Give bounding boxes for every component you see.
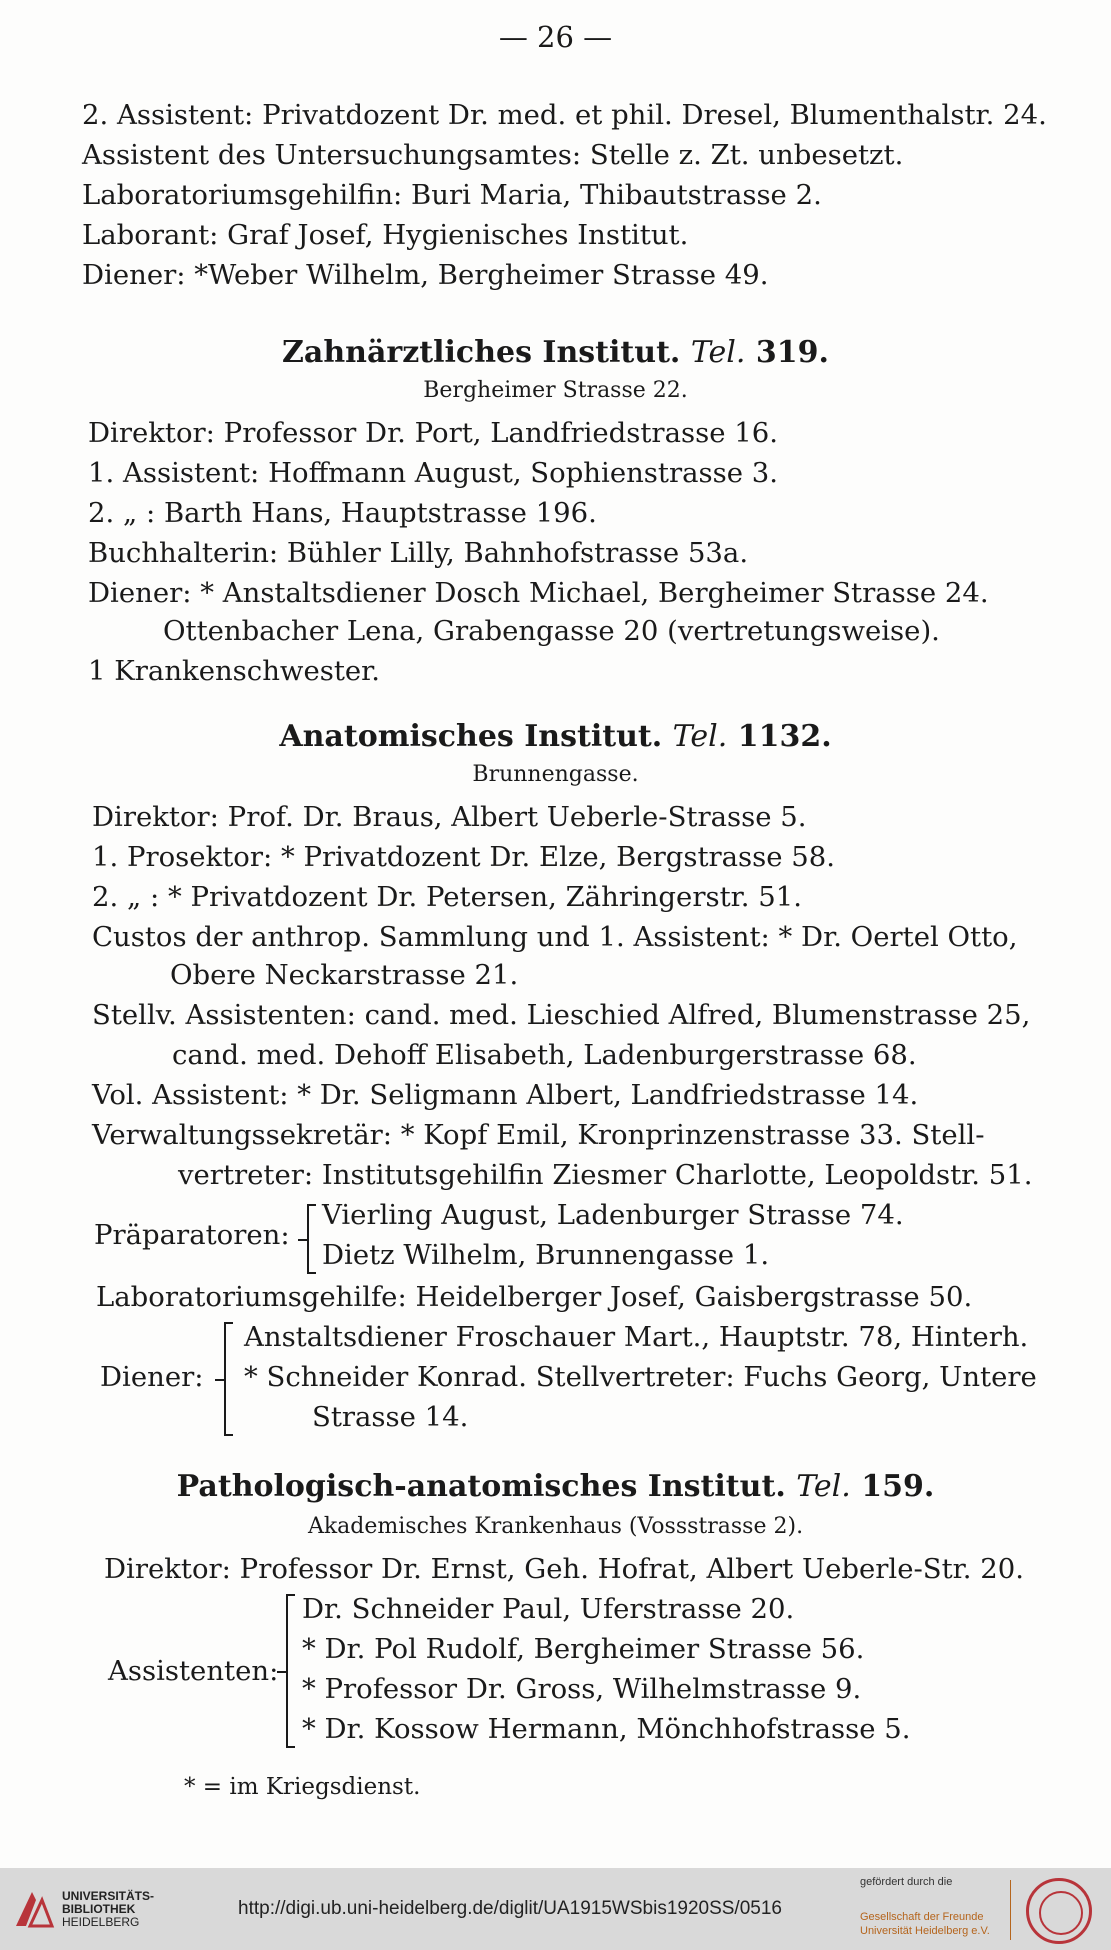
section-title: Anatomisches Institut. bbox=[279, 719, 663, 754]
text-line: Direktor: Professor Dr. Port, Landfriedstrasse 16. bbox=[88, 417, 778, 449]
section-address: Brunnengasse. bbox=[472, 762, 639, 787]
section-heading bbox=[0, 1470, 1111, 1504]
praeparatoren-label: Präparatoren: bbox=[94, 1219, 290, 1251]
library-name-line: UNIVERSITÄTS- bbox=[62, 1889, 155, 1903]
text-line: Stellv. Assistenten: cand. med. Lieschied Alfred, Blumenstrasse 25, bbox=[92, 999, 1031, 1031]
text-line: Laborant: Graf Josef, Hygienisches Institut. bbox=[82, 219, 689, 251]
section-heading bbox=[0, 720, 1111, 754]
section-address: Akademisches Krankenhaus (Vossstrasse 2). bbox=[307, 1514, 804, 1539]
section-address: Bergheimer Strasse 22. bbox=[423, 378, 688, 403]
text-line: Laboratoriumsgehilfin: Buri Maria, Thibautstrasse 2. bbox=[82, 179, 822, 211]
sponsor-name-line: Gesellschaft der Freunde bbox=[860, 1911, 984, 1923]
sponsor-name-line: Universität Heidelberg e.V. bbox=[860, 1925, 990, 1937]
brace bbox=[224, 1322, 226, 1436]
section-heading bbox=[0, 336, 1111, 370]
sponsor-name bbox=[860, 1910, 990, 1938]
viewer-footer bbox=[0, 1868, 1111, 1950]
text-line: 2. Assistent: Privatdozent Dr. med. et phil. Dresel, Blumenthalstr. 24. bbox=[82, 99, 1047, 131]
tel-label: Tel. bbox=[672, 719, 728, 754]
text-line: Direktor: Prof. Dr. Braus, Albert Ueberle-Strasse 5. bbox=[92, 801, 807, 833]
tel-number: 159. bbox=[861, 1469, 935, 1504]
text-line: Dr. Schneider Paul, Uferstrasse 20. bbox=[302, 1593, 795, 1625]
text-line: Vierling August, Ladenburger Strasse 74. bbox=[322, 1199, 904, 1231]
tel-label: Tel. bbox=[796, 1469, 851, 1504]
brace bbox=[286, 1594, 288, 1748]
permalink-url[interactable]: http://digi.ub.uni-heidelberg.de/diglit/UA1915WSbis1920SS/0516 bbox=[238, 1898, 782, 1919]
assistenten-label: Assistenten: bbox=[108, 1655, 279, 1687]
text-line: * Dr. Kossow Hermann, Mönchhofstrasse 5. bbox=[302, 1713, 911, 1745]
tel-label: Tel. bbox=[690, 335, 746, 370]
text-line: 2. „ : * Privatdozent Dr. Petersen, Zähringerstr. 51. bbox=[92, 881, 802, 913]
text-line: Custos der anthrop. Sammlung und 1. Assistent: * Dr. Oertel Otto, bbox=[92, 921, 1018, 953]
text-line: cand. med. Dehoff Elisabeth, Ladenburgerstrasse 68. bbox=[172, 1039, 917, 1071]
library-name bbox=[62, 1890, 154, 1929]
text-line: Vol. Assistent: * Dr. Seligmann Albert, Landfriedstrasse 14. bbox=[92, 1079, 919, 1111]
sponsor-intro: gefördert durch die bbox=[860, 1876, 953, 1888]
text-line: Ottenbacher Lena, Grabengasse 20 (vertretungsweise). bbox=[163, 615, 940, 647]
text-line: Verwaltungssekretär: * Kopf Emil, Kronprinzenstrasse 33. Stell- bbox=[92, 1119, 985, 1151]
text-line: Laboratoriumsgehilfe: Heidelberger Josef, Gaisbergstrasse 50. bbox=[96, 1281, 973, 1313]
tel-number: 1132. bbox=[737, 719, 832, 754]
text-line: * Schneider Konrad. Stellvertreter: Fuchs Georg, Untere bbox=[244, 1361, 1037, 1393]
footnote: * = im Kriegsdienst. bbox=[184, 1774, 421, 1800]
text-line: vertreter: Institutsgehilfin Ziesmer Charlotte, Leopoldstr. 51. bbox=[178, 1159, 1033, 1191]
page-number: — 26 — bbox=[498, 20, 613, 54]
text-line: * Professor Dr. Gross, Wilhelmstrasse 9. bbox=[302, 1673, 862, 1705]
footer-divider bbox=[1010, 1880, 1011, 1940]
tel-number: 319. bbox=[755, 335, 829, 370]
text-line: 1. Prosektor: * Privatdozent Dr. Elze, Bergstrasse 58. bbox=[92, 841, 836, 873]
text-line: Dietz Wilhelm, Brunnengasse 1. bbox=[322, 1239, 770, 1271]
text-line: * Dr. Pol Rudolf, Bergheimer Strasse 56. bbox=[302, 1633, 865, 1665]
section-title: Pathologisch-anatomisches Institut. bbox=[176, 1469, 786, 1504]
text-line: Direktor: Professor Dr. Ernst, Geh. Hofrat, Albert Ueberle-Str. 20. bbox=[104, 1553, 1025, 1585]
text-line: Strasse 14. bbox=[312, 1401, 469, 1433]
text-line: 1 Krankenschwester. bbox=[88, 655, 381, 687]
text-line: Diener: * Anstaltsdiener Dosch Michael, Bergheimer Strasse 24. bbox=[88, 577, 989, 609]
library-name-line: BIBLIOTHEK bbox=[62, 1902, 136, 1916]
library-name-line: HEIDELBERG bbox=[62, 1915, 140, 1929]
text-line: 2. „ : Barth Hans, Hauptstrasse 196. bbox=[88, 497, 597, 529]
text-line: Buchhalterin: Bühler Lilly, Bahnhofstrasse 53a. bbox=[88, 537, 749, 569]
text-line: Assistent des Untersuchungsamtes: Stelle z. Zt. unbesetzt. bbox=[82, 139, 904, 171]
text-line: 1. Assistent: Hoffmann August, Sophienstrasse 3. bbox=[88, 457, 778, 489]
university-seal-icon bbox=[1026, 1878, 1092, 1944]
library-logo-icon bbox=[12, 1886, 56, 1932]
text-line: Diener: *Weber Wilhelm, Bergheimer Strasse 49. bbox=[82, 259, 769, 291]
text-line: Obere Neckarstrasse 21. bbox=[170, 959, 519, 991]
brace bbox=[307, 1204, 309, 1274]
section-title: Zahnärztliches Institut. bbox=[282, 335, 681, 370]
diener-label: Diener: bbox=[100, 1361, 204, 1393]
text-line: Anstaltsdiener Froschauer Mart., Hauptstr. 78, Hinterh. bbox=[244, 1321, 1029, 1353]
